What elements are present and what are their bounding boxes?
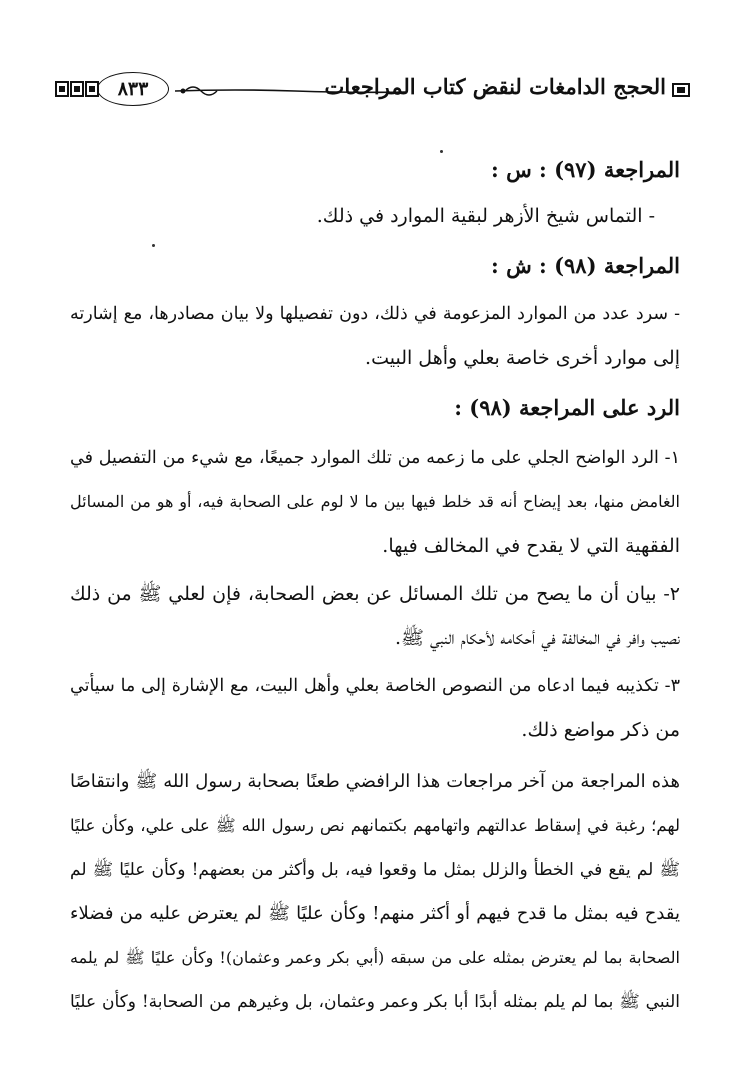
running-header: [55, 72, 690, 112]
flourish-ornament-icon: [175, 82, 405, 100]
reply-heading: الرد على المراجعة (٩٨) :: [454, 395, 680, 420]
paragraph-97: - التماس شيخ الأزهر لبقية الموارد في ذلك.: [316, 205, 655, 227]
item-1-line-2: الغامض منها، بعد إيضاح أنه قد خلط فيها بين ما لا لوم على الصحابة فيه، أو هو من المسائل: [70, 492, 681, 511]
body-line-6: النبي ﷺ بما لم يلم بمثله أبدًا أبا بكر وعمر وعثمان، بل وغيرهم من الصحابة! وكأن عليًا: [70, 992, 680, 1012]
book-title: الحجج الدامغات لنقض كتاب المراجعات: [324, 74, 666, 99]
section-heading-98: المراجعة (٩٨) : ش :: [491, 253, 680, 278]
corner-ornament-icon: [55, 78, 99, 100]
body-line-3: ﷺ لم يقع في الخطأ والزلل بمثل ما وقعوا فيه، بل وأكثر من بعضهم! وكأن عليًا ﷺ لم: [70, 860, 680, 880]
item-1-line-3: الفقهية التي لا يقدح في المخالف فيها.: [382, 535, 680, 557]
item-1-line-1: ١- الرد الواضح الجلي على ما زعمه من تلك الموارد جميعًا، مع شيء من التفصيل في: [70, 448, 680, 468]
print-speck: [152, 244, 155, 247]
item-2-line-1: ٢- بيان أن ما يصح من تلك المسائل عن بعض الصحابة، فإن لعلي ﷺ من ذلك: [70, 583, 680, 605]
page-number: ٨٣٣: [97, 72, 169, 106]
body-line-2: لهم؛ رغبة في إسقاط عدالتهم واتهامهم بكتمانهم نص رسول الله ﷺ على علي، وكأن عليًا: [70, 816, 680, 835]
item-2-line-2: نصيب وافر في المخالفة في أحكامه لأحكام النبي ﷺ.: [395, 627, 680, 649]
paragraph-98-line-2: إلى موارد أخرى خاصة بعلي وأهل البيت.: [365, 347, 680, 369]
header-ornament-icon: [672, 82, 690, 98]
body-line-1: هذه المراجعة من آخر مراجعات هذا الرافضي طعنًا بصحابة رسول الله ﷺ وانتقاصًا: [70, 771, 680, 792]
item-3-line-2: من ذكر مواضع ذلك.: [521, 719, 680, 741]
item-3-line-1: ٣- تكذيبه فيما ادعاه من النصوص الخاصة بعلي وأهل البيت، مع الإشارة إلى ما سيأتي: [70, 676, 680, 696]
body-line-4: يقدح فيه بمثل ما قدح فيهم أو أكثر منهم! وكأن عليًا ﷺ لم يعترض عليه من فضلاء: [70, 903, 680, 924]
print-speck: [440, 150, 443, 153]
paragraph-98-line-1: - سرد عدد من الموارد المزعومة في ذلك، دون تفصيلها ولا بيان مصادرها، مع إشارته: [70, 304, 680, 324]
body-line-5: الصحابة بما لم يعترض بمثله على من سبقه (أبي بكر وعمر وعثمان)! وكأن عليًا ﷺ لم يلمه: [70, 948, 680, 967]
section-heading-97: المراجعة (٩٧) : س :: [491, 157, 680, 182]
